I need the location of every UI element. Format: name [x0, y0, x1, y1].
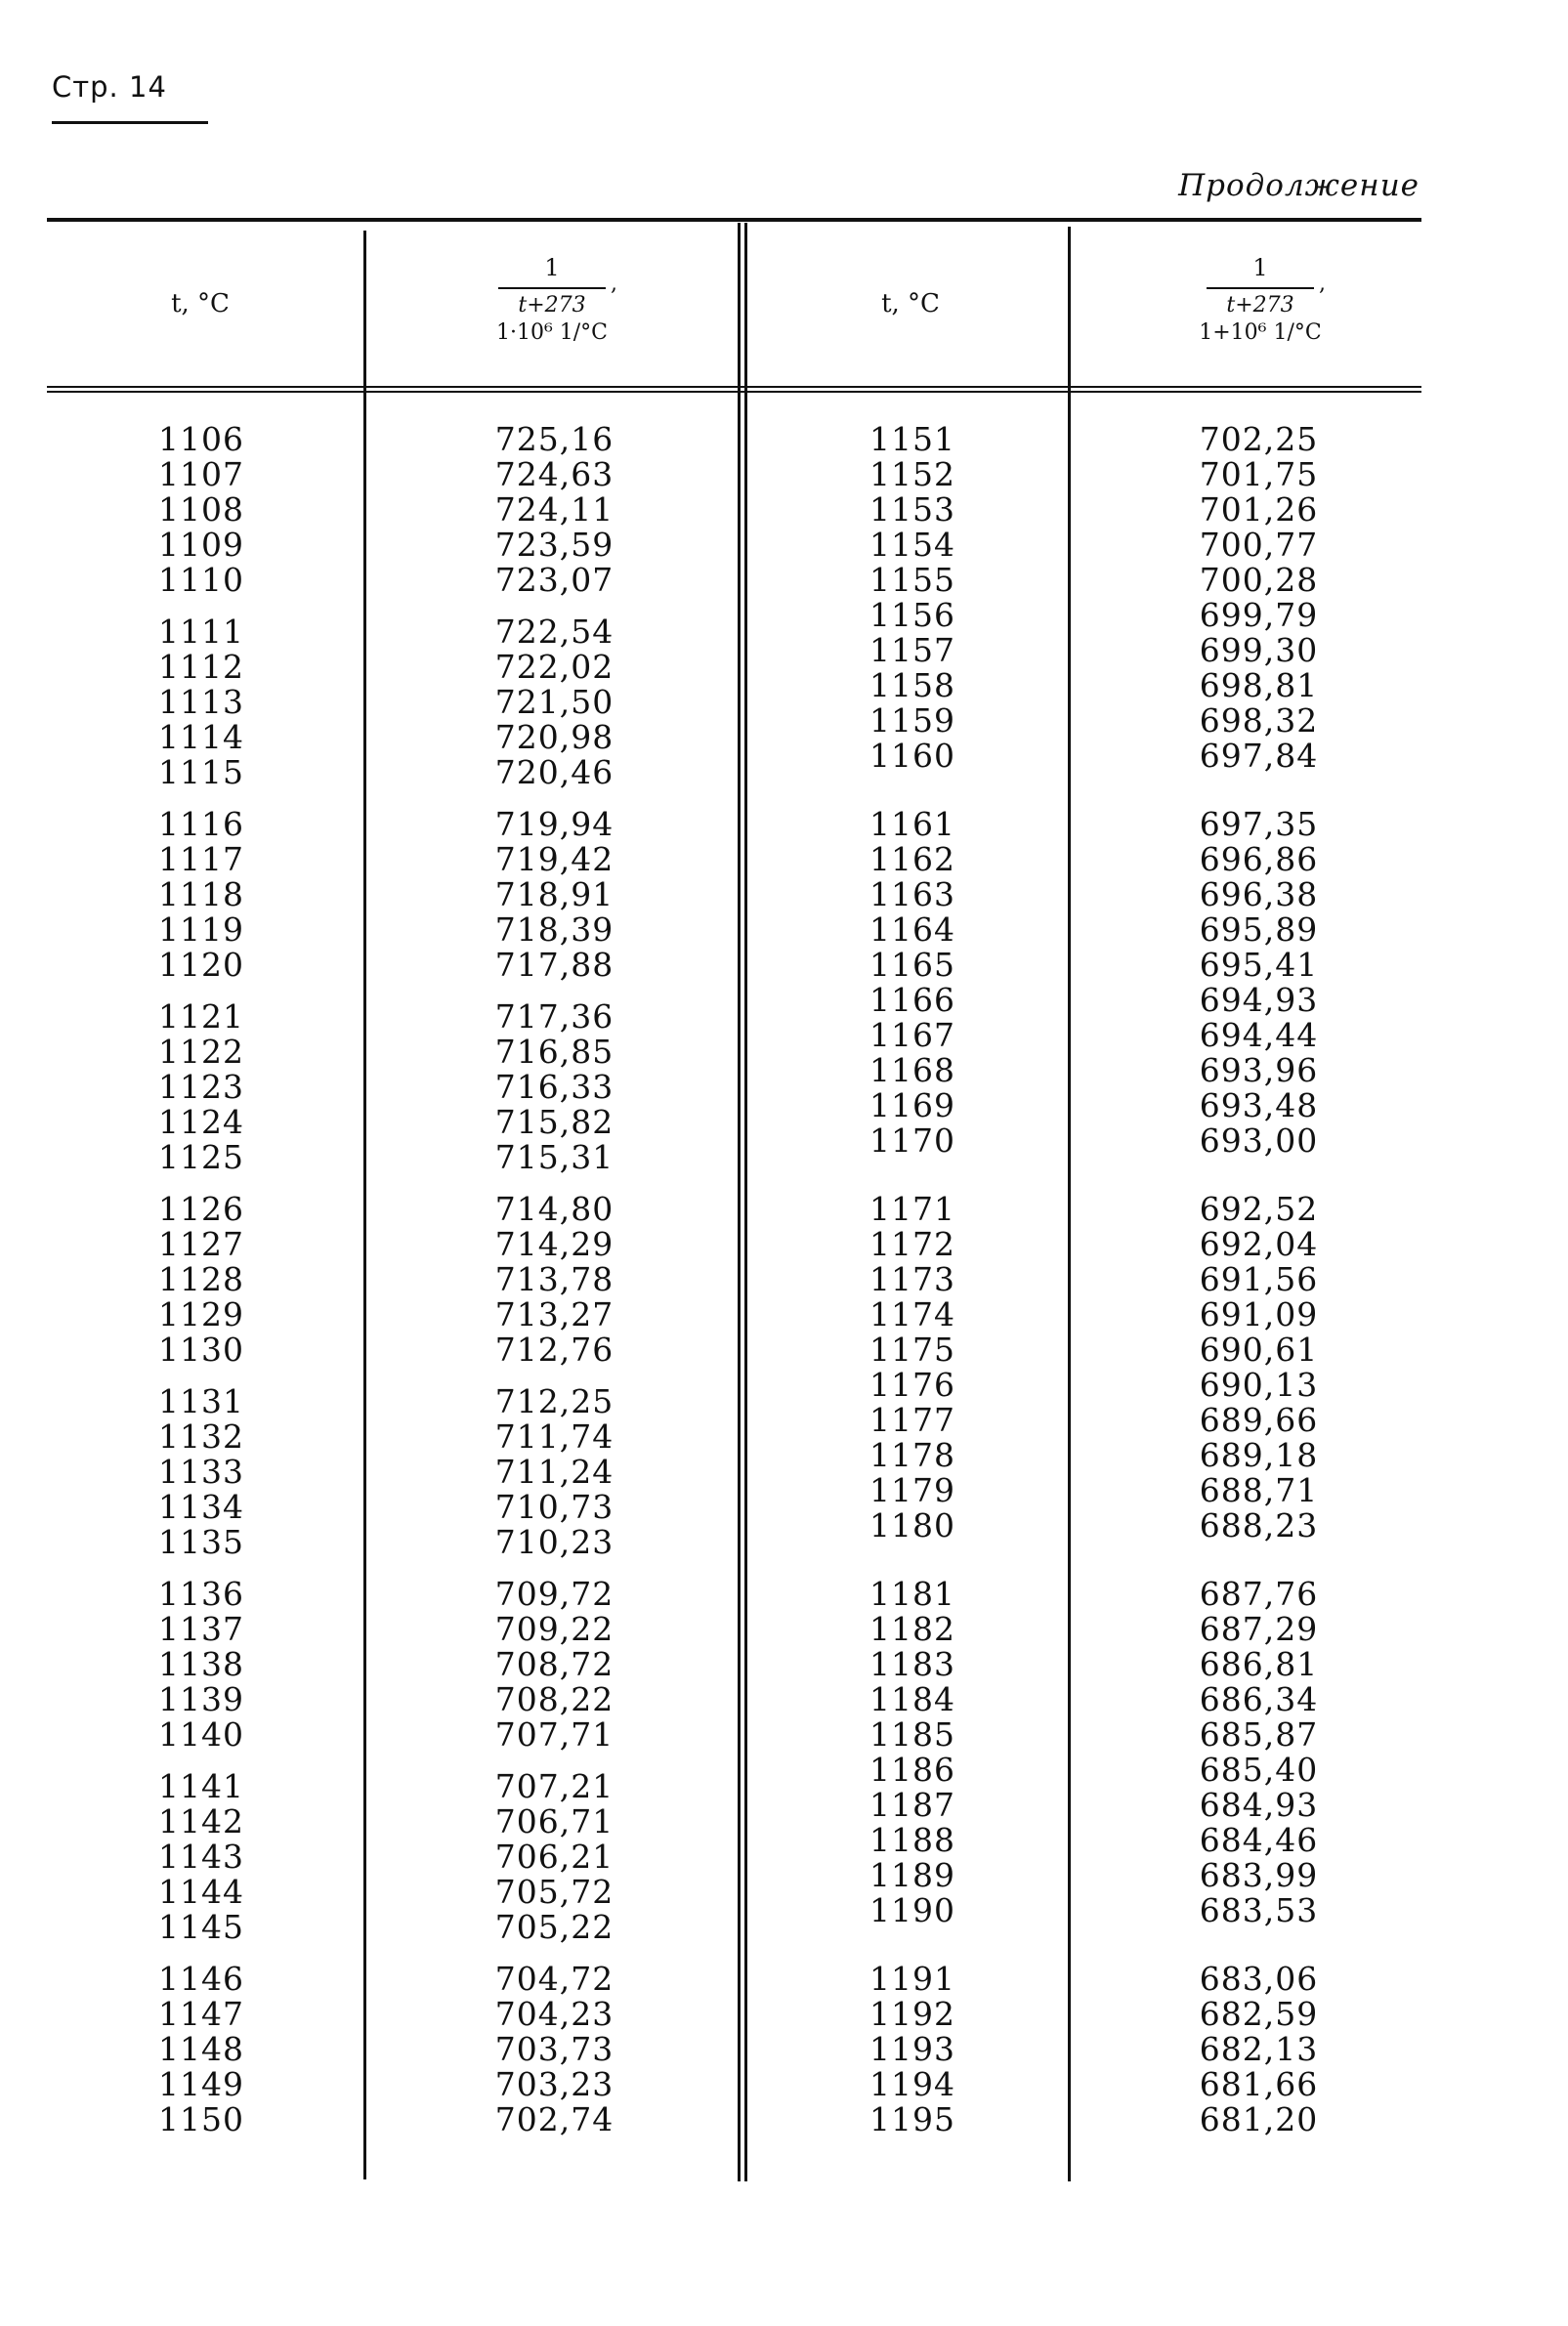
temperature-cell: 1124: [158, 1103, 244, 1141]
inverse-value-cell: 716,85: [494, 1033, 614, 1071]
inverse-value-cell: 715,82: [494, 1103, 614, 1141]
temperature-cell: 1147: [158, 1995, 244, 2033]
inverse-value-cell: 706,71: [494, 1802, 614, 1840]
temperature-cell: 1106: [158, 420, 244, 458]
inverse-value-cell: 703,23: [494, 2065, 614, 2103]
column-divider-center-b: [744, 223, 747, 2181]
inverse-value-cell: 683,53: [1199, 1891, 1319, 1929]
inverse-value-cell: 692,04: [1199, 1225, 1319, 1263]
temperature-cell: 1174: [869, 1295, 955, 1333]
temperature-cell: 1184: [869, 1680, 955, 1718]
inverse-value-cell: 698,81: [1199, 666, 1319, 704]
inverse-value-cell: 708,22: [494, 1680, 614, 1718]
column-divider-3: [1068, 227, 1071, 2181]
temperature-cell: 1191: [869, 1960, 955, 1998]
inverse-value-cell: 687,29: [1199, 1610, 1319, 1648]
inverse-value-cell: 699,79: [1199, 596, 1319, 634]
inverse-value-cell: 688,71: [1199, 1471, 1319, 1509]
temperature-cell: 1162: [869, 840, 955, 878]
temperature-cell: 1130: [158, 1331, 244, 1369]
inverse-value-cell: 682,59: [1199, 1995, 1319, 2033]
temperature-cell: 1177: [869, 1401, 955, 1439]
temperature-cell: 1187: [869, 1786, 955, 1824]
inverse-value-cell: 695,41: [1199, 946, 1319, 984]
temperature-cell: 1107: [158, 455, 244, 493]
temperature-cell: 1152: [869, 455, 955, 493]
inverse-value-cell: 709,72: [494, 1575, 614, 1613]
temperature-cell: 1192: [869, 1995, 955, 2033]
temperature-cell: 1116: [158, 805, 244, 843]
inverse-value-cell: 718,39: [494, 910, 614, 949]
temperature-cell: 1194: [869, 2065, 955, 2103]
temperature-cell: 1125: [158, 1138, 244, 1176]
inverse-value-cell: 722,54: [494, 613, 614, 651]
temperature-cell: 1115: [158, 753, 244, 791]
temperature-cell: 1145: [158, 1908, 244, 1946]
inverse-value-cell: 683,99: [1199, 1856, 1319, 1894]
inverse-value-cell: 705,22: [494, 1908, 614, 1946]
inverse-value-cell: 707,71: [494, 1715, 614, 1754]
inverse-value-cell: 714,80: [494, 1190, 614, 1228]
temperature-cell: 1133: [158, 1453, 244, 1491]
temperature-cell: 1166: [869, 981, 955, 1019]
inverse-value-cell: 707,21: [494, 1767, 614, 1805]
inverse-value-cell: 716,33: [494, 1068, 614, 1106]
temperature-cell: 1175: [869, 1331, 955, 1369]
table-top-rule: [47, 218, 1421, 222]
temperature-cell: 1108: [158, 490, 244, 529]
temperature-cell: 1109: [158, 526, 244, 564]
inverse-value-cell: 715,31: [494, 1138, 614, 1176]
temperature-cell: 1142: [158, 1802, 244, 1840]
temperature-cell: 1154: [869, 526, 955, 564]
inverse-value-cell: 705,72: [494, 1873, 614, 1911]
temperature-cell: 1114: [158, 718, 244, 756]
inverse-value-cell: 704,72: [494, 1960, 614, 1998]
inverse-value-cell: 694,93: [1199, 981, 1319, 1019]
temperature-cell: 1181: [869, 1575, 955, 1613]
inverse-value-cell: 690,13: [1199, 1366, 1319, 1404]
temperature-cell: 1159: [869, 701, 955, 740]
inverse-value-cell: 691,56: [1199, 1260, 1319, 1298]
inverse-value-cell: 701,75: [1199, 455, 1319, 493]
inverse-value-cell: 689,18: [1199, 1436, 1319, 1474]
temperature-cell: 1119: [158, 910, 244, 949]
temperature-cell: 1178: [869, 1436, 955, 1474]
temperature-cell: 1179: [869, 1471, 955, 1509]
temperature-cell: 1144: [158, 1873, 244, 1911]
temperature-cell: 1167: [869, 1016, 955, 1054]
inverse-value-cell: 703,73: [494, 2030, 614, 2068]
inverse-value-cell: 693,00: [1199, 1121, 1319, 1160]
inverse-value-cell: 693,96: [1199, 1051, 1319, 1089]
inverse-value-cell: 681,66: [1199, 2065, 1319, 2103]
temperature-cell: 1185: [869, 1715, 955, 1754]
temperature-cell: 1172: [869, 1225, 955, 1263]
inverse-value-cell: 697,35: [1199, 805, 1319, 843]
column-divider-center-a: [738, 223, 741, 2181]
inverse-value-cell: 717,36: [494, 997, 614, 1036]
temperature-cell: 1160: [869, 737, 955, 775]
temperature-cell: 1173: [869, 1260, 955, 1298]
temperature-cell: 1161: [869, 805, 955, 843]
inverse-value-cell: 684,93: [1199, 1786, 1319, 1824]
inverse-value-cell: 694,44: [1199, 1016, 1319, 1054]
temperature-cell: 1129: [158, 1295, 244, 1333]
inverse-value-cell: 706,21: [494, 1838, 614, 1876]
header-bottom-rule: [47, 386, 1421, 388]
temperature-cell: 1123: [158, 1068, 244, 1106]
fraction-numerator: 1: [1252, 254, 1268, 281]
unit-label: 1·10⁶ 1/°C: [495, 320, 609, 345]
fraction-numerator: 1: [544, 254, 560, 281]
inverse-value-cell: 700,77: [1199, 526, 1319, 564]
inverse-value-cell: 719,42: [494, 840, 614, 878]
header-t-right: t, °C: [881, 289, 940, 318]
inverse-value-cell: 690,61: [1199, 1331, 1319, 1369]
fraction-bar: ,: [498, 287, 606, 289]
temperature-cell: 1169: [869, 1086, 955, 1124]
inverse-value-cell: 724,11: [494, 490, 614, 529]
continuation-label: Продолжение: [1178, 168, 1420, 203]
temperature-cell: 1118: [158, 875, 244, 913]
temperature-cell: 1113: [158, 683, 244, 721]
inverse-value-cell: 708,72: [494, 1645, 614, 1683]
inverse-value-cell: 718,91: [494, 875, 614, 913]
temperature-cell: 1189: [869, 1856, 955, 1894]
temperature-cell: 1188: [869, 1821, 955, 1859]
temperature-cell: 1141: [158, 1767, 244, 1805]
header-inverse-right: [1128, 256, 1392, 344]
inverse-value-cell: 696,38: [1199, 875, 1319, 913]
unit-label: 1+10⁶ 1/°C: [1199, 320, 1322, 345]
inverse-value-cell: 720,46: [494, 753, 614, 791]
temperature-cell: 1176: [869, 1366, 955, 1404]
temperature-cell: 1143: [158, 1838, 244, 1876]
temperature-cell: 1158: [869, 666, 955, 704]
temperature-cell: 1150: [158, 2100, 244, 2138]
inverse-value-cell: 688,23: [1199, 1506, 1319, 1544]
temperature-cell: 1146: [158, 1960, 244, 1998]
inverse-value-cell: 711,24: [494, 1453, 614, 1491]
temperature-cell: 1153: [869, 490, 955, 529]
temperature-cell: 1164: [869, 910, 955, 949]
inverse-value-cell: 689,66: [1199, 1401, 1319, 1439]
header-bottom-rule-2: [47, 391, 1421, 393]
temperature-cell: 1190: [869, 1891, 955, 1929]
inverse-value-cell: 721,50: [494, 683, 614, 721]
temperature-cell: 1180: [869, 1506, 955, 1544]
inverse-value-cell: 684,46: [1199, 1821, 1319, 1859]
temperature-cell: 1128: [158, 1260, 244, 1298]
inverse-value-cell: 701,26: [1199, 490, 1319, 529]
inverse-value-cell: 723,07: [494, 561, 614, 599]
inverse-value-cell: 719,94: [494, 805, 614, 843]
temperature-cell: 1126: [158, 1190, 244, 1228]
inverse-value-cell: 723,59: [494, 526, 614, 564]
temperature-cell: 1132: [158, 1417, 244, 1456]
inverse-value-cell: 699,30: [1199, 631, 1319, 669]
temperature-cell: 1120: [158, 946, 244, 984]
inverse-value-cell: 710,23: [494, 1523, 614, 1561]
inverse-value-cell: 702,25: [1199, 420, 1319, 458]
temperature-cell: 1163: [869, 875, 955, 913]
page-number-underline: [52, 121, 208, 124]
inverse-value-cell: 709,22: [494, 1610, 614, 1648]
inverse-value-cell: 685,40: [1199, 1751, 1319, 1789]
inverse-value-cell: 702,74: [494, 2100, 614, 2138]
inverse-value-cell: 687,76: [1199, 1575, 1319, 1613]
inverse-value-cell: 714,29: [494, 1225, 614, 1263]
inverse-value-cell: 682,13: [1199, 2030, 1319, 2068]
inverse-value-cell: 704,23: [494, 1995, 614, 2033]
header-inverse-left: [420, 256, 684, 344]
inverse-value-cell: 725,16: [494, 420, 614, 458]
temperature-cell: 1171: [869, 1190, 955, 1228]
temperature-cell: 1135: [158, 1523, 244, 1561]
column-divider-1: [363, 231, 366, 2179]
temperature-cell: 1138: [158, 1645, 244, 1683]
temperature-cell: 1139: [158, 1680, 244, 1718]
inverse-value-cell: 698,32: [1199, 701, 1319, 740]
inverse-value-cell: 717,88: [494, 946, 614, 984]
temperature-cell: 1140: [158, 1715, 244, 1754]
temperature-cell: 1111: [158, 613, 244, 651]
inverse-value-cell: 712,76: [494, 1331, 614, 1369]
fraction-bar: ,: [1207, 287, 1314, 289]
temperature-cell: 1131: [158, 1382, 244, 1420]
temperature-cell: 1110: [158, 561, 244, 599]
temperature-cell: 1165: [869, 946, 955, 984]
fraction-denominator: t+273: [518, 293, 586, 317]
temperature-cell: 1157: [869, 631, 955, 669]
inverse-value-cell: 713,78: [494, 1260, 614, 1298]
temperature-cell: 1151: [869, 420, 955, 458]
inverse-value-cell: 686,34: [1199, 1680, 1319, 1718]
inverse-value-cell: 695,89: [1199, 910, 1319, 949]
inverse-value-cell: 686,81: [1199, 1645, 1319, 1683]
inverse-value-cell: 681,20: [1199, 2100, 1319, 2138]
temperature-cell: 1136: [158, 1575, 244, 1613]
inverse-value-cell: 710,73: [494, 1488, 614, 1526]
temperature-cell: 1156: [869, 596, 955, 634]
inverse-value-cell: 691,09: [1199, 1295, 1319, 1333]
temperature-cell: 1148: [158, 2030, 244, 2068]
temperature-cell: 1112: [158, 648, 244, 686]
inverse-value-cell: 693,48: [1199, 1086, 1319, 1124]
temperature-cell: 1186: [869, 1751, 955, 1789]
inverse-value-cell: 722,02: [494, 648, 614, 686]
page-number: Стр. 14: [52, 70, 167, 104]
temperature-cell: 1182: [869, 1610, 955, 1648]
inverse-value-cell: 724,63: [494, 455, 614, 493]
temperature-cell: 1137: [158, 1610, 244, 1648]
temperature-cell: 1155: [869, 561, 955, 599]
temperature-cell: 1193: [869, 2030, 955, 2068]
temperature-cell: 1122: [158, 1033, 244, 1071]
inverse-value-cell: 683,06: [1199, 1960, 1319, 1998]
temperature-cell: 1195: [869, 2100, 955, 2138]
header-t-left: t, °C: [171, 289, 230, 318]
inverse-value-cell: 685,87: [1199, 1715, 1319, 1754]
inverse-value-cell: 697,84: [1199, 737, 1319, 775]
inverse-value-cell: 720,98: [494, 718, 614, 756]
temperature-cell: 1168: [869, 1051, 955, 1089]
temperature-cell: 1121: [158, 997, 244, 1036]
inverse-value-cell: 712,25: [494, 1382, 614, 1420]
temperature-cell: 1149: [158, 2065, 244, 2103]
temperature-cell: 1134: [158, 1488, 244, 1526]
temperature-cell: 1183: [869, 1645, 955, 1683]
temperature-cell: 1170: [869, 1121, 955, 1160]
temperature-cell: 1117: [158, 840, 244, 878]
inverse-value-cell: 692,52: [1199, 1190, 1319, 1228]
inverse-value-cell: 700,28: [1199, 561, 1319, 599]
temperature-cell: 1127: [158, 1225, 244, 1263]
inverse-value-cell: 696,86: [1199, 840, 1319, 878]
fraction-denominator: t+273: [1226, 293, 1294, 317]
inverse-value-cell: 711,74: [494, 1417, 614, 1456]
inverse-value-cell: 713,27: [494, 1295, 614, 1333]
